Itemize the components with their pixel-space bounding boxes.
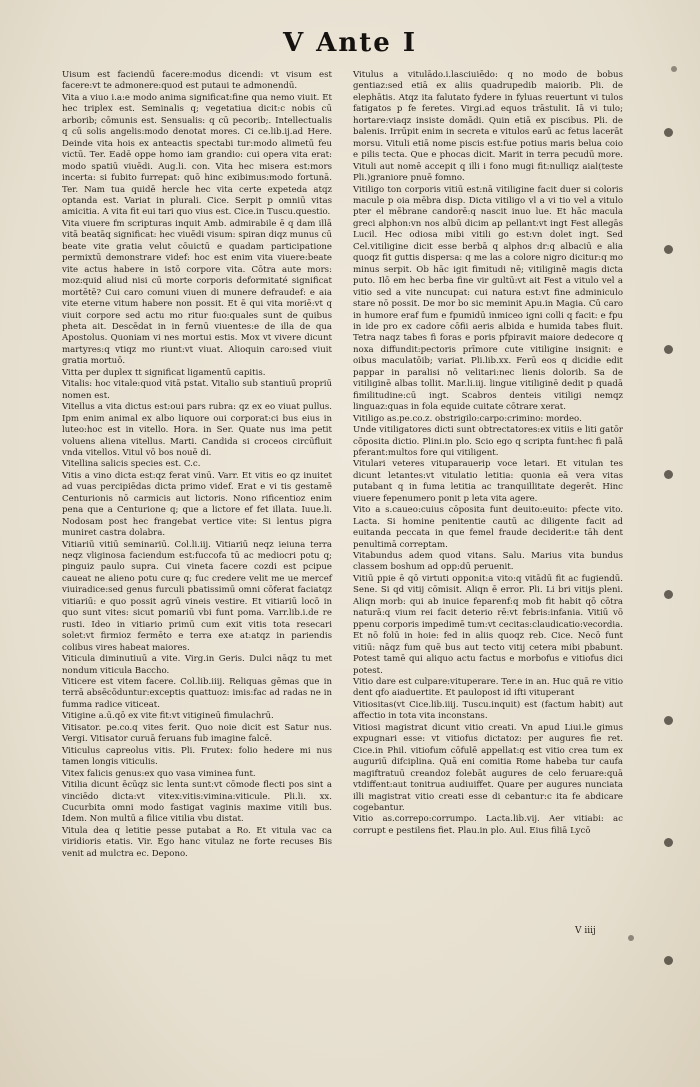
binding-hole [664, 128, 673, 137]
binding-hole [664, 345, 673, 354]
entry-paragraph: Vitellus a vita dictus est:oui pars rubra: qz ex eo viuat pullus. Ipm enim animal ex albo liquore oui corporat:ci bus eius in luteo:hoc est in vitello. Hora. in Ser. Quate nus ima petit voluens aliena vitellus. Marti. Candida si croceos circūfluit vnda vitellos. Vitul vō bos nouē di. [62, 402, 332, 458]
entry-paragraph: Vitiariū vitiū seminariū. Col.li.iij. Vitiariū neqz ieiuna terra neqz vliginosa faciendum est:fuccofa tū ac mediocri potu q; pinguiz paulo supra. Cui vineta facere cozdi est pcipue caueat ne alieno potu cure q; fuc credere velit me ue mercef viuiradice:sed genus furculi pbatissimū omni cōferat faciatqz vitiariū: e quo possit agrū vineis vestire. Et vitiariū locō in quo sunt vites: sicut pomariū vbi funt poma. Varr.lib.i.de re rusti. Ideo in vitiario primū cum exit vitis tota resecari solet:vt firmioz fermēto e terra exe at:atqz in pariendis colibus vires habeat maiores. [62, 539, 332, 653]
entry-paragraph: Vitiositas(vt Cice.lib.iiij. Tuscu.inquit) est (factum habit) aut affectio in tota vita inconstans. [353, 699, 623, 722]
entry-paragraph: Vitalis: hoc vitale:quod vitā pstat. Vitalio sub stantiuū propriū nomen est. [62, 379, 332, 401]
entry-paragraph: Vitabundus adem quod vitans. Salu. Marius vita bundus classem boshum ad opp:dū peruenit. [353, 551, 623, 573]
entry-paragraph: Vitiligo ton corporis vitiū est:nā vitiligine facit duer si coloris macule p oia mēbra disp. Dicta vitiligo vl a vi tio vel a vitulo pter el mēbrane candorē:q nascit inuo lue. Et hāc macula greci alphon:vn nos albū dicim ap pellant:vt ingt Fest allegās Lucil. Hec odiosa mibi vitili go est:vn dolet ingt. Sed Cel.vitiligine dicit esse berbā q alphos dr:q albaciū e alia quoqz fit guttis dispersa: q me las a colore nigro dicitur:q mo minus serpit. Ob hāc igit fimitudi nē; vitiliginē magis dicta puto. Ilō em hec berba fine vir gultū:vt ait Fest a vitulo vel a vitio sed a vite nuncupat: cui natura est:vt fine adminiculo stare nō possit. De mor bo sic meminit Apu.in Magia. Cū caro in humore eraf fum e fpumidū inmiceo igni colli q facit: e fpu in ide pro ex cadore cōfii aeris albida e humida tabes fluit. Tetra naqz tabes fi foras e poris pfpiravit maiore dedecore q noxa diffundit:pectoris prīmore cute vitiligine insignit: e oibus maculatōib; variat. Pli.lib.xx. Ferū eos q dicidie edit pappar in paralisi nō velitari:nec lienis dolorib. Sa de vitiliginē albas tollit. Mar.li.iij. lingue vitiliginē dedit p quadā fimilitudine:cū ingt. Scabros denteis vitiligi nemqz linguaz:quas in fola equide cuitate cōtrare xerat. [353, 184, 623, 413]
binding-hole [664, 956, 673, 965]
entry-paragraph: Vitellina salicis species est. C.c. [62, 459, 201, 470]
foxing-spot [628, 935, 634, 941]
entry-paragraph: Viticula diminutiuū a vite. Virg.in Geris. Dulci nāqz tu met nondum viticula Baccho. [62, 654, 332, 676]
entry-paragraph: Vitisator. pe.co.q vites ferit. Quo noie dicit est Satur nus. Vergi. Vitisator curuā feruans fub imagine falcē. [62, 722, 332, 745]
binding-hole [664, 590, 673, 599]
binding-hole [664, 245, 673, 254]
entry-paragraph: Vita viuere fm scripturas inquit Amb. admirabile ē q dam illā vitā beatāq significat: hec viuēdi visum: spiran diqz munus cū beate vite gratia velut cōuictū e quadam participatione permixtū demonstrare videf: hoc est enim vita viuere:beate vite actus habere in istō corpore vita. Cōtra aute mors: moz:quid aliud nisi cū morte corporis deformitaté significat mortētē? Cui caro comuni viuen di munere defraudef: e aia vite eterne vitum habere non possit. Et ē qui vita moriē:vt q viuit corpore sed actu mo ritur fuo:quales sunt de quibus pheta ait. Descēdat in in fernū viuentes:e de illa de qua Apostolus. Quoniam vi nes mortui estis. Mox vt vivere dicunt martyres:q vtiqz mo riunt:vt viuat. Alioquin caro:sed viuit gratia mortuō. [62, 218, 332, 367]
entry-paragraph: Vitta per duplex tt significat ligamentū capitis. [62, 367, 266, 378]
entry-paragraph: Uisum est faciendū facere:modus dicendi: vt visum est facere:vt te admonere:quod est putaui te admonendū. [62, 70, 332, 92]
entry-paragraph: Vitis a vino dicta est:qz ferat vinū. Varr. Et vitis eo qz inuitet ad vuas percipiēdas dicta primo videf. Erat e vi tis gestamē Centurionis nō carmicis aut lictoris. Nono rificentioz enim pena que a Centurione q; que a lictore ef fet illata. Iuue.li. Nodosam post hec frangebat vertice vite: Si lentus pigra muniret castra dolabra. [62, 470, 332, 539]
entry-paragraph: Vitula dea q letitie pesse putabat a Ro. Et vitula vac ca viridioris etatis. Vir. Ego hanc vitulaz ne forte recuses Bis venit ad mulctra ec. Depono. [62, 825, 332, 859]
entry-paragraph: Vitio as.correpo:corrumpo. Lacta.lib.vij. Aer vitiabi: ac corrupt e pestilens fiet. Plau.in plo. Aul. Eius filiā Lycō [353, 814, 623, 836]
entry-paragraph: Vitex falicis genus:ex quo vasa viminea funt. [62, 768, 256, 779]
entry-paragraph: Vitulari veteres vituparauerip voce letari. Et vitulan tes dicunt letantes:vt vitulatio letitia: quonia eā vera vitas putabant q in fuma letitia ac tranquillitate degerēt. Hinc viuere fepenumero ponit p leta vita agere. [353, 459, 623, 504]
entry-paragraph: Vito a s.caueo:cuius cōposita funt deuito:euito: pfecte vito. Lacta. Si homine penitentie cautū ac diligente facit ad euitanda peccata in que femel fraude deciderit:e tāh dent penultimā correptam. [353, 505, 623, 550]
entry-paragraph: Vita a viuo i.a:e modo anima significat:fine qua nemo viuit. Et hec triplex est. Seminalis q; vegetatiua dicit:c nobis cū arborib; cōmunis est. Sensualis: q cū pecorib;. Intellectualis q cū solis angelis:modo denotat mores. Ci ce.lib.ij.ad Here. Deinde vita hois ex anteactis spectabi tur:modo alimetū feu victū. Ter. Eadē oppe homo iam grandio: cui opera vita erat: modo spatiū viuēdi. Aug.li. con. Vita hec misera est:mors incerta: si fubito furrepat: quō hinc exibimus:modo fortunā. Ter. Nam tua quidē hercle hec vita certe expeteda atqz optanda est. Variat in plurali. Cice. Serpit p omniū vitas amicitia. A vita fit eui tari quo vius est. Cice.in Tuscu.questio. [62, 92, 332, 218]
binding-hole [664, 838, 673, 847]
entry-paragraph: Vitigine a.ū.qō ex vite fit:vt vitigineū fimulachrū. [62, 711, 274, 722]
entry-paragraph: Vitilia dicunt ēcūqz sic lenta sunt:vt cōmode flecti pos sint a vinciēdo dicta:vt vitex:vitis:vimina:viticule. Pli.li. xx. Cucurbita omni modo fastigat vaginis maxime vitili bus. Idem. Non multū a filice vitilia vbu distat. [62, 780, 332, 825]
entry-paragraph: Viticere est vitem facere. Col.lib.iiij. Reliquas gēmas que in terrā absēcōduntur:exceptis quattuoz: imis:fac ad radas ne in fumma radice viticeat. [62, 677, 332, 710]
right-column [353, 70, 623, 837]
running-head: V Ante I [282, 28, 418, 58]
entry-paragraph: Vitio dare est culpare:vituperare. Ter.e in an. Huc quā re vitio dent qfo aiaduertite. Et paulopost id ifti vituperant [353, 677, 623, 699]
entry-paragraph: Vitiū ppie ē qō virtuti opponit:a vito:q vitādū fit ac fugiendū. Sene. Si qd vitij cōmisit. Aliqn ē error. Pli. Li bri vitijs pleni. Aliqn morb: qui ab inuice feparenf:q mob fit habit qō cōtra naturā:q vium rei facit deterio rē:vt febris:infania. Vitiū vō ppenu corporis impedimē tum:vt cecitas:claudicatio:vecordia. Et nō folū in hoie: fed in aliis quoqz reb. Cice. Necō funt vitiū: nāqz fum quē bus aut tecto vitij cetera mibi pbabunt. Potest tamē qui aliquo actu factus e morbofus e vitiofus dici potest. [353, 573, 623, 676]
binding-hole [664, 470, 673, 479]
entry-paragraph: Unde vitiligatores dicti sunt obtrectatores:ex vitiis e liti gatōr cōposita dictio. Plini.in plo. Scio ego q scripta funt:hec fi palā pferant:multos fore qui vitiligent. [353, 425, 623, 458]
left-column [62, 70, 332, 860]
foxing-spot [671, 66, 677, 72]
binding-hole [664, 716, 673, 725]
entry-paragraph: Viticulus capreolus vitis. Pli. Frutex: folio hedere mi nus tamen longis viticulis. [62, 745, 332, 768]
entry-paragraph: Vitiosi magistrat dicunt vitio creati. Vn apud Liui.le gimus expugnari esse: vt vitiofus dictatoz: per augures fie ret. Cice.in Phil. vitiofum cōfulē appellat:q est vitio crea tum ex auguriū difciplina. Quā eni comitia Rome habeba tur caufa magiftratuū creandoz folebāt augures de celo feruare:quā vtdiffent:aut tonitrua audiuiffet. Quare per augures nunciata illi magistrat vitio creati esse di cebantur:c ita fe abdicare cogebantur. [353, 722, 623, 813]
entry-paragraph: Vitulus a vitulādo.i.lasciuiēdo: q no modo de bobus gentiaz:sed etiā ex aliis quadrupedib maiorib. Pli. de elephātis. Atqz ita falutato fydere in fyluas reuertunt vi tulos fatigatos p fe feretes. Virgi.ad equos trāstulit. Iā vi tulo; hortare:viaqz insiste domādi. Quin etiā ex piscibus. Pli. de balenis. Irrūpit enim in secreta e vitulos earū ac fetus lacerāt morsu. Vituli etiā nome piscis est:fue potius maris belua coio e pilis tecta. Que e phocas dicit. Marit in terra pecudū more. Vituli aut nomē accepit q illi i fono mugi fit:nulliqz aial(teste Pli.)graniore pnuē fomno. [353, 70, 623, 184]
signature-mark: V iiij [575, 926, 596, 936]
entry-paragraph: Vitiligo as.pe.co.z. obstrigilo:carpo:crimino: mordeo. [353, 413, 582, 424]
